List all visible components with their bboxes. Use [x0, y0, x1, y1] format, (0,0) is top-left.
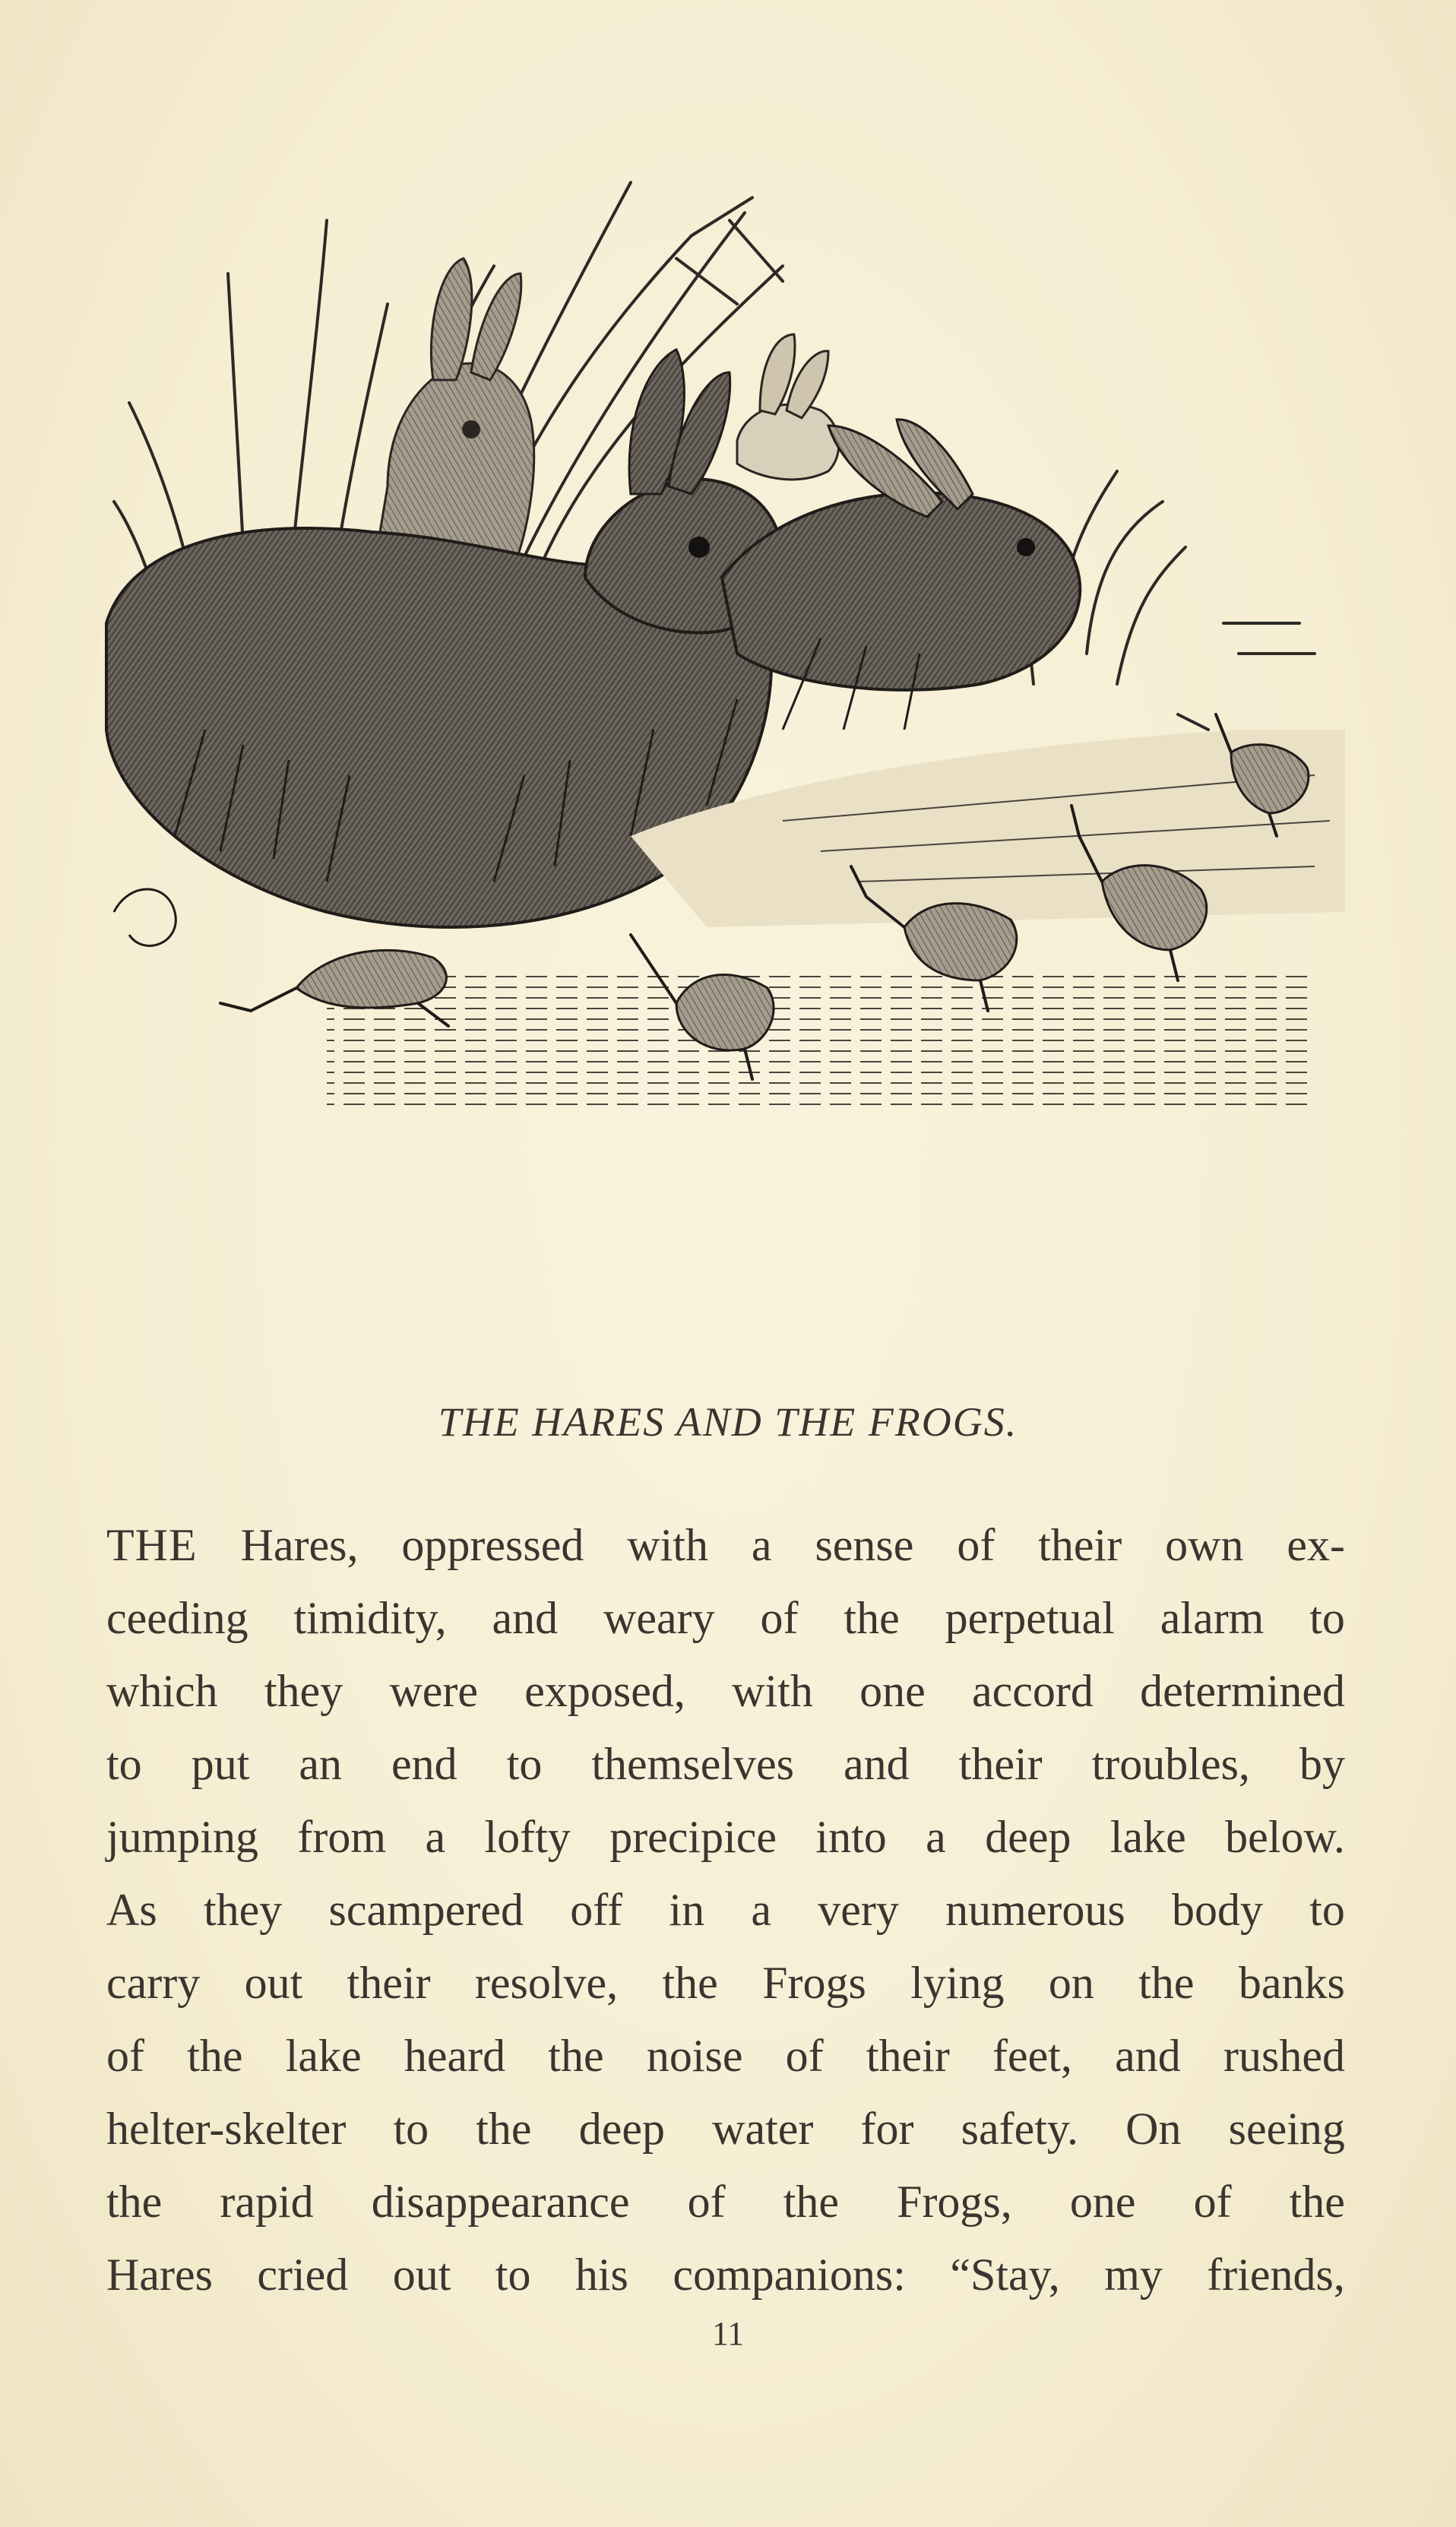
word: As [106, 1885, 157, 1935]
word: and [1115, 2031, 1181, 2081]
word: with [732, 1666, 813, 1716]
word: and [844, 1739, 910, 1789]
text-line [106, 1727, 1345, 1800]
word: the [187, 2031, 243, 2081]
word: one [859, 1666, 926, 1716]
word: lofty [484, 1812, 571, 1862]
word: own [1165, 1520, 1244, 1570]
text-line [106, 1655, 1345, 1727]
text-line [106, 1582, 1345, 1655]
word: deep [985, 1812, 1071, 1862]
word: Frogs [762, 1958, 866, 2008]
word: rushed [1223, 2031, 1345, 2081]
page-number: 11 [711, 2315, 745, 2352]
word: a [751, 1520, 772, 1570]
word: a [425, 1812, 446, 1862]
word: their [866, 2031, 950, 2081]
text-line [106, 1946, 1345, 2019]
word: noise [646, 2031, 743, 2081]
word: determined [1140, 1666, 1345, 1716]
word: in [669, 1885, 705, 1935]
word: exposed, [524, 1666, 685, 1716]
word: oppressed [401, 1520, 584, 1570]
word: by [1299, 1739, 1345, 1789]
word: feet, [992, 2031, 1072, 2081]
word: on [1048, 1958, 1094, 2008]
story-title: THE HARES AND THE FROGS. [438, 1399, 1018, 1445]
word: “Stay, [950, 2250, 1060, 2300]
word: to [506, 1739, 543, 1789]
word: a [751, 1885, 771, 1935]
word: heard [404, 2031, 506, 2081]
word: of [957, 1520, 995, 1570]
word: out [392, 2250, 451, 2300]
text-line [106, 2238, 1345, 2311]
word: THE [106, 1520, 198, 1570]
word: disappearance [371, 2177, 630, 2227]
word: companions: [673, 2250, 906, 2300]
word: my [1104, 2250, 1163, 2300]
word: the [1289, 2177, 1345, 2227]
word: off [570, 1885, 623, 1935]
word: for [860, 2104, 914, 2154]
word: out [244, 1958, 303, 2008]
word: into [815, 1812, 887, 1862]
word: end [391, 1739, 457, 1789]
word: precipice [609, 1812, 777, 1862]
word: their [1038, 1520, 1122, 1570]
word: scampered [328, 1885, 524, 1935]
word: their [958, 1739, 1043, 1789]
word: cried [257, 2250, 349, 2300]
word: sense [815, 1520, 914, 1570]
word: perpetual [945, 1593, 1115, 1643]
word: which [106, 1666, 218, 1716]
word: Hares [106, 2250, 213, 2300]
word: the [844, 1593, 900, 1643]
word: weary [603, 1593, 715, 1643]
word: lying [910, 1958, 1005, 2008]
word: a [926, 1812, 946, 1862]
word: themselves [591, 1739, 794, 1789]
word: from [297, 1812, 387, 1862]
word: seeing [1228, 2104, 1345, 2154]
text-line [106, 1800, 1345, 1873]
word: they [203, 1885, 283, 1935]
word: ceeding [106, 1593, 248, 1643]
word: friends, [1207, 2250, 1345, 2300]
word: to [106, 1739, 142, 1789]
word: of [760, 1593, 799, 1643]
word: of [1193, 2177, 1232, 2227]
word: below. [1225, 1812, 1345, 1862]
word: alarm [1160, 1593, 1265, 1643]
word: Frogs, [897, 2177, 1012, 2227]
word: numerous [945, 1885, 1125, 1935]
word: lake [1109, 1812, 1186, 1862]
text-line [106, 1509, 1345, 1582]
word: they [264, 1666, 343, 1716]
word: ex- [1287, 1520, 1345, 1570]
word: troubles, [1091, 1739, 1250, 1789]
story-body [106, 1509, 1345, 2311]
word: resolve, [474, 1958, 619, 2008]
flourish [114, 889, 176, 945]
word: to [1309, 1885, 1345, 1935]
word: put [191, 1739, 250, 1789]
word: the [548, 2031, 604, 2081]
word: the [662, 1958, 718, 2008]
word: carry [106, 1958, 201, 2008]
word: helter-skelter [106, 2104, 347, 2154]
word: their [347, 1958, 431, 2008]
word: accord [971, 1666, 1094, 1716]
word: very [818, 1885, 899, 1935]
word: the [106, 2177, 163, 2227]
word: the [476, 2104, 532, 2154]
word: the [1138, 1958, 1195, 2008]
word: to [1309, 1593, 1345, 1643]
word: water [712, 2104, 814, 2154]
word: an [299, 1739, 343, 1789]
word: On [1125, 2104, 1182, 2154]
word: his [574, 2250, 628, 2300]
word: of [687, 2177, 726, 2227]
text-line [106, 2165, 1345, 2238]
text-line [106, 2019, 1345, 2092]
word: of [785, 2031, 824, 2081]
word: to [393, 2104, 429, 2154]
word: banks [1238, 1958, 1345, 2008]
word: and [492, 1593, 559, 1643]
word: jumping [106, 1812, 259, 1862]
hares-and-frogs-illustration [99, 152, 1353, 1307]
word: deep [578, 2104, 665, 2154]
word: were [389, 1666, 479, 1716]
word: rapid [220, 2177, 314, 2227]
text-line [106, 2092, 1345, 2165]
word: one [1069, 2177, 1136, 2227]
word: of [106, 2031, 144, 2081]
text-line [106, 1873, 1345, 1946]
word: safety. [961, 2104, 1078, 2154]
word: the [783, 2177, 839, 2227]
word: Hares, [240, 1520, 359, 1570]
word: timidity, [293, 1593, 447, 1643]
word: with [627, 1520, 708, 1570]
word: to [495, 2250, 531, 2300]
word: body [1172, 1885, 1263, 1935]
word: lake [285, 2031, 362, 2081]
